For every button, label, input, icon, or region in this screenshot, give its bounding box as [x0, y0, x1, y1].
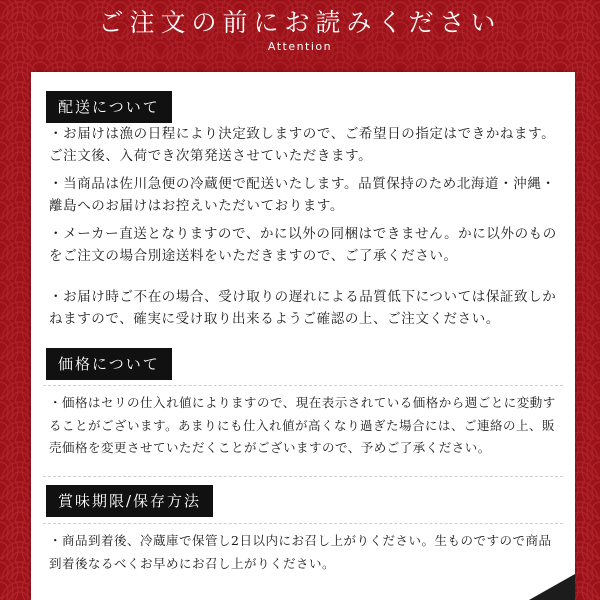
- shipping-paragraph-3: ・メーカー直送となりますので、かに以外の同梱はできません。かに以外のものをご注文の場合別途送料をいただきますので、ご了承ください。: [49, 226, 557, 264]
- price-divider: [43, 385, 563, 386]
- corner-decoration: [529, 574, 575, 600]
- header-subtitle: Attention: [267, 40, 333, 53]
- shipping-paragraph-4: ・お届け時ご不在の場合、受け取りの遅れによる品質低下については保証致しかねますので、確実に受け取り出来るようご確認の上、ご注文ください。: [49, 289, 557, 327]
- section-heading-storage: 賞味期限/保存方法: [46, 485, 213, 517]
- section-heading-price: 価格について: [46, 348, 172, 380]
- header-title: ご注文の前にお読みください: [98, 8, 502, 37]
- shipping-paragraph-2: ・当商品は佐川急便の冷蔵便で配送いたします。品質保持のため北海道・沖縄・離島へのお届けはお控えいただいております。: [49, 176, 556, 214]
- notice-panel: [31, 72, 575, 600]
- storage-divider: [43, 523, 563, 524]
- price-divider-bottom: [43, 476, 563, 477]
- shipping-paragraph-1: ・お届けは漁の日程により決定致しますので、ご希望日の指定はできかねます。ご注文後、入荷でき次第発送させていただきます。: [49, 126, 556, 164]
- section-heading-shipping: 配送について: [46, 91, 172, 123]
- price-paragraph-1: ・価格はセリの仕入れ値によりますので、現在表示されている価格から週ごとに変動することがございます。あまりにも仕入れ値が高くなり過ぎた場合には、ご連絡の上、販売価格を変更させていただくことがございますので、予めご了承ください。: [49, 395, 556, 455]
- page-header: [0, 0, 600, 72]
- storage-paragraph-1: ・商品到着後、冷蔵庫で保管し2日以内にお召し上がりください。生ものですので商品到着後なるべくお早めにお召し上がりください。: [49, 533, 552, 571]
